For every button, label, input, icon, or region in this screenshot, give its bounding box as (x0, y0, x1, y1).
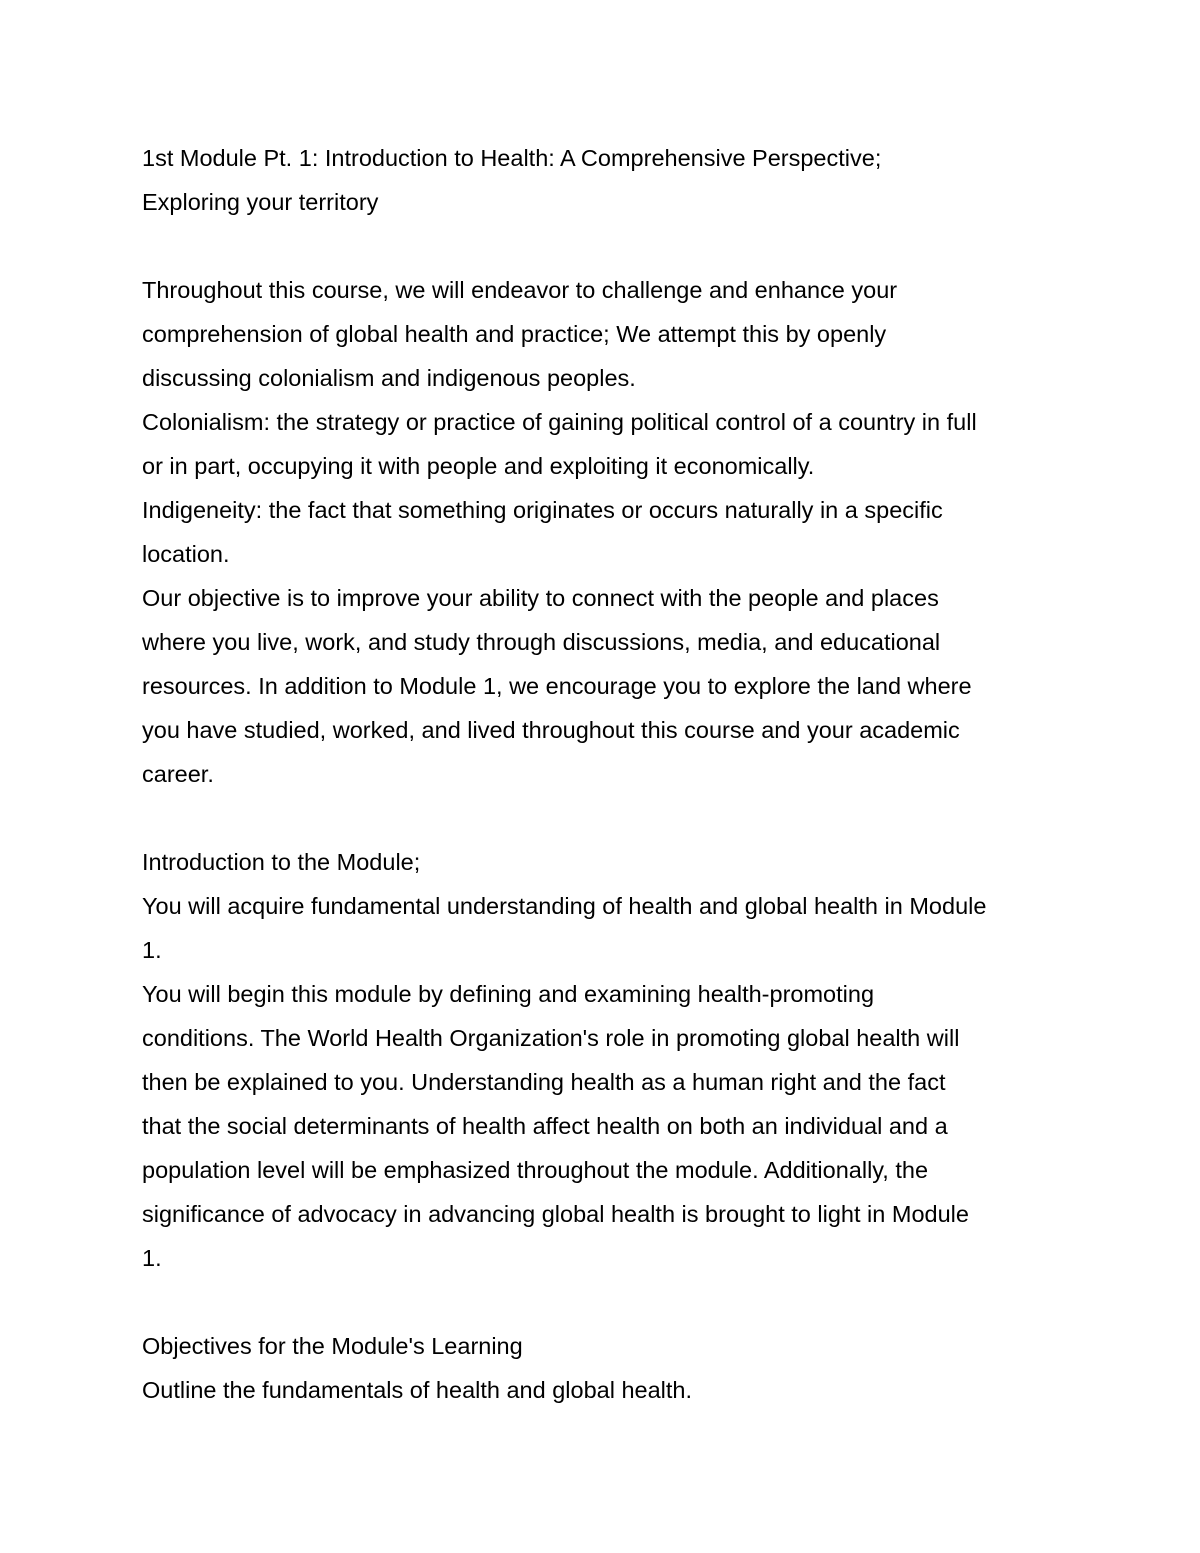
objective-line: Our objective is to improve your ability to connect with the people and places (142, 585, 939, 611)
document-title-line-2: Exploring your territory (142, 189, 379, 215)
objective-line: career. (142, 761, 214, 787)
intro-line: discussing colonialism and indigenous peoples. (142, 365, 636, 391)
objective-line: you have studied, worked, and lived throughout this course and your academic (142, 717, 960, 743)
paragraph-spacer (142, 796, 1072, 840)
intro-line: Throughout this course, we will endeavor to challenge and enhance your (142, 277, 898, 303)
indigeneity-definition-line: location. (142, 541, 230, 567)
module-intro-line: then be explained to you. Understanding health as a human right and the fact (142, 1069, 946, 1095)
module-intro-line: 1. (142, 1245, 162, 1271)
intro-line: comprehension of global health and practice; We attempt this by openly (142, 321, 887, 347)
module-intro-heading: Introduction to the Module; (142, 849, 421, 875)
document-body (142, 136, 1072, 1412)
module-intro-line: conditions. The World Health Organization's role in promoting global health will (142, 1025, 960, 1051)
module-intro-line: 1. (142, 937, 162, 963)
objective-line: where you live, work, and study through discussions, media, and educational (142, 629, 941, 655)
objective-line: resources. In addition to Module 1, we encourage you to explore the land where (142, 673, 972, 699)
module-intro-line: that the social determinants of health affect health on both an individual and a (142, 1113, 948, 1139)
paragraph-spacer (142, 1280, 1072, 1324)
document-title-line-1: 1st Module Pt. 1: Introduction to Health: A Comprehensive Perspective; (142, 145, 882, 171)
module-intro-line: population level will be emphasized throughout the module. Additionally, the (142, 1157, 929, 1183)
module-intro-paragraph (142, 884, 1072, 1280)
module-intro-line: You will acquire fundamental understanding of health and global health in Module (142, 893, 987, 919)
objectives-heading: Objectives for the Module's Learning (142, 1333, 523, 1359)
intro-paragraph (142, 268, 1072, 796)
indigeneity-definition-line: Indigeneity: the fact that something originates or occurs naturally in a specific (142, 497, 943, 523)
colonialism-definition-line: Colonialism: the strategy or practice of gaining political control of a country in full (142, 409, 977, 435)
colonialism-definition-line: or in part, occupying it with people and exploiting it economically. (142, 453, 815, 479)
objective-item: Outline the fundamentals of health and global health. (142, 1377, 693, 1403)
paragraph-spacer (142, 224, 1072, 268)
objectives-list (142, 1368, 1072, 1412)
module-intro-line: significance of advocacy in advancing global health is brought to light in Module (142, 1201, 969, 1227)
module-intro-line: You will begin this module by defining and examining health-promoting (142, 981, 875, 1007)
